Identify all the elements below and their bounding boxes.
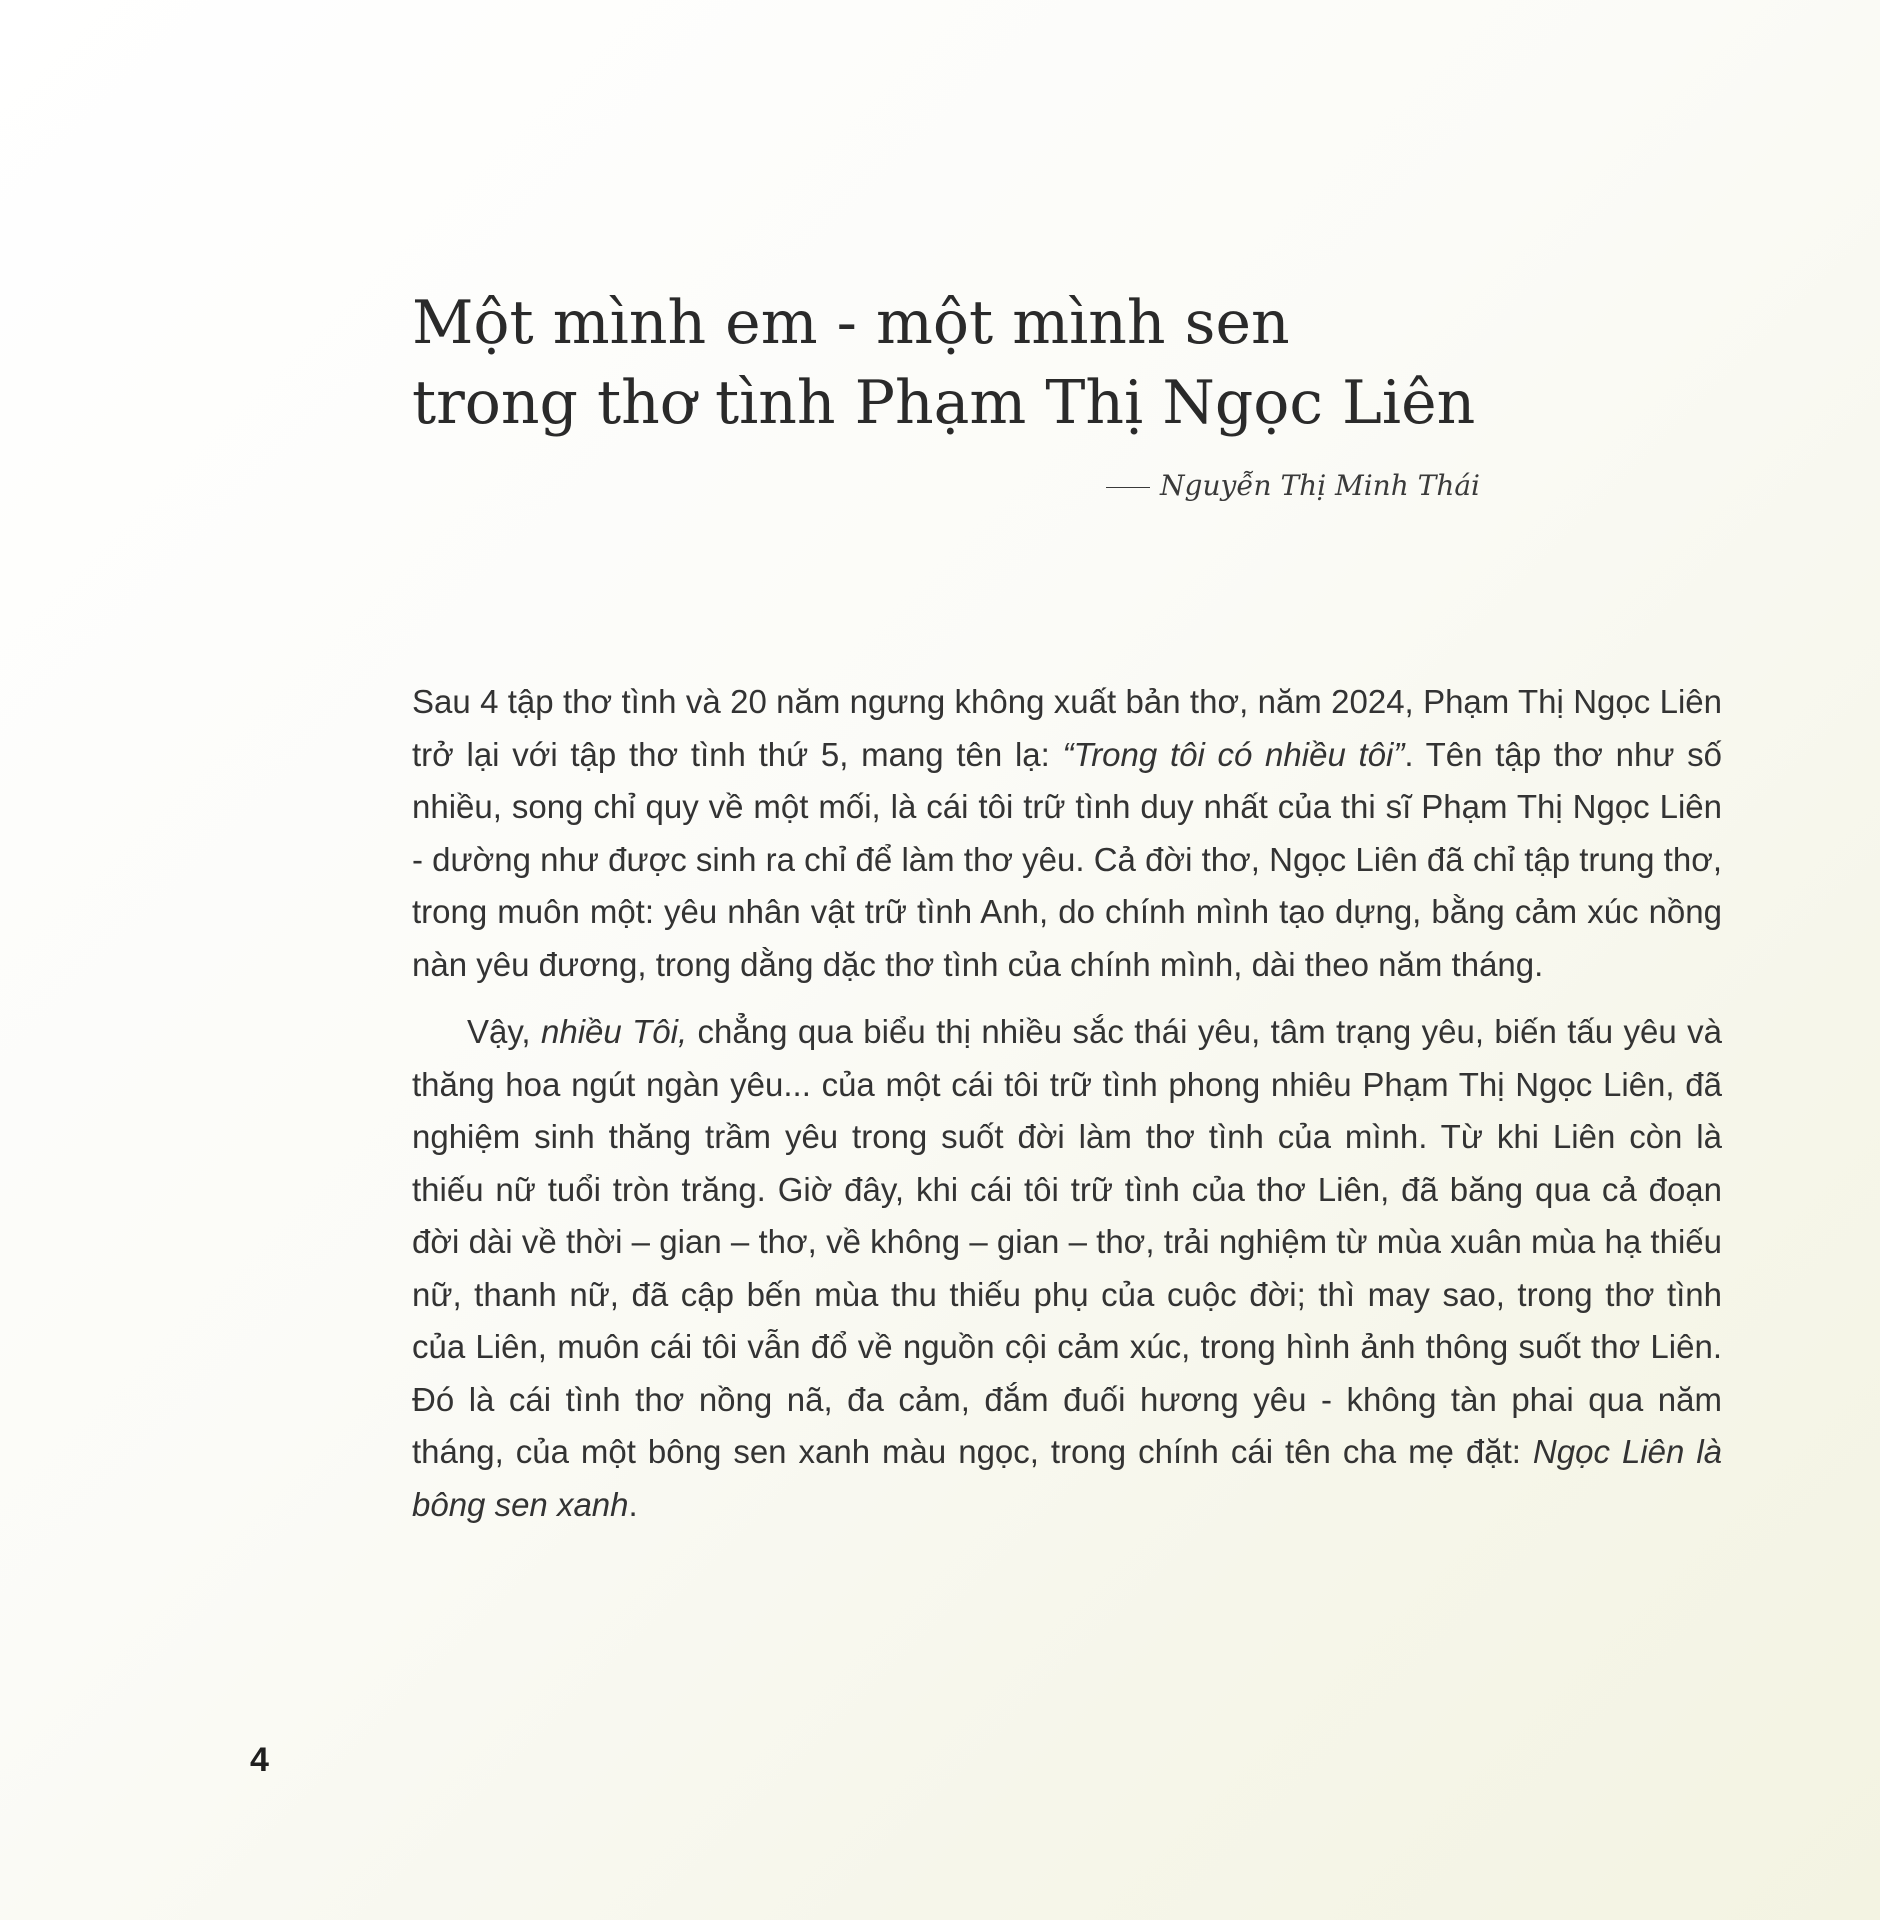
paragraph-2-emphasis-2: Ngọc Liên là bông sen xanh: [412, 1433, 1723, 1523]
body-text: [412, 676, 1722, 1546]
paragraph-2-text-after: .: [628, 1485, 638, 1523]
paragraph-1-text-before: Sau 4 tập thơ tình và 20 năm ngưng không xuất bản thơ, năm 2024, Phạm Thị Ngọc Liên trở lại với tập thơ tình thứ 5, mang tên lạ:: [412, 683, 1722, 773]
paragraph-2-text-middle: chẳng qua biểu thị nhiều sắc thái yêu, tâm trạng yêu, biến tấu yêu và thăng hoa ngút ngàn yêu... của một cái tôi trữ tình phong nhiêu Phạm Thị Ngọc Liên, đã nghiệm sinh thăng trầm yêu trong suốt đời làm thơ tình của mình. Từ khi Liên còn là thiếu nữ tuổi tròn trăng. Giờ đây, khi cái tôi trữ tình của thơ Liên, đã băng qua cả đoạn đời dài về thời – gian – thơ, về không – gian – thơ, trải nghiệm từ mùa xuân mùa hạ thiếu nữ, thanh nữ, đã cập bến mùa thu thiếu phụ của cuộc đời; thì may sao, trong thơ tình của Liên, muôn cái tôi vẫn đổ về nguồn cội cảm xúc, trong hình ảnh thông suốt thơ Liên. Đó là cái tình thơ nồng nã, đa cảm, đắm đuối hương yêu - không tàn phai qua năm tháng, của một bông sen xanh màu ngọc, trong chính cái tên cha mẹ đặt:: [412, 1013, 1722, 1470]
paragraph-1-text-after: . Tên tập thơ như số nhiều, song chỉ quy về một mối, là cái tôi trữ tình duy nhất của thi sĩ Phạm Thị Ngọc Liên - dường như được sinh ra chỉ để làm thơ yêu. Cả đời thơ, Ngọc Liên đã chỉ tập trung thơ, trong muôn một: yêu nhân vật trữ tình Anh, do chính mình tạo dựng, bằng cảm xúc nồng nàn yêu đương, trong dằng dặc thơ tình của chính mình, dài theo năm tháng.: [412, 735, 1722, 983]
paragraph-1: [412, 676, 1722, 991]
author-byline: [1000, 466, 1480, 506]
chapter-title-line-1: Một mình em - một mình sen: [412, 288, 1290, 358]
em-dash-rule: [1106, 487, 1150, 488]
chapter-title: [412, 283, 1612, 443]
paragraph-2-emphasis-1: nhiều Tôi,: [540, 1013, 688, 1050]
author-name: Nguyễn Thị Minh Thái: [1160, 469, 1480, 502]
paragraph-2-text-before: Vậy,: [467, 1013, 541, 1050]
page-number: 4: [250, 1741, 269, 1779]
chapter-title-line-2: trong thơ tình Phạm Thị Ngọc Liên: [412, 368, 1476, 438]
paragraph-2: [412, 1006, 1722, 1531]
book-title-quote: “Trong tôi có nhiều tôi”: [1062, 735, 1405, 773]
